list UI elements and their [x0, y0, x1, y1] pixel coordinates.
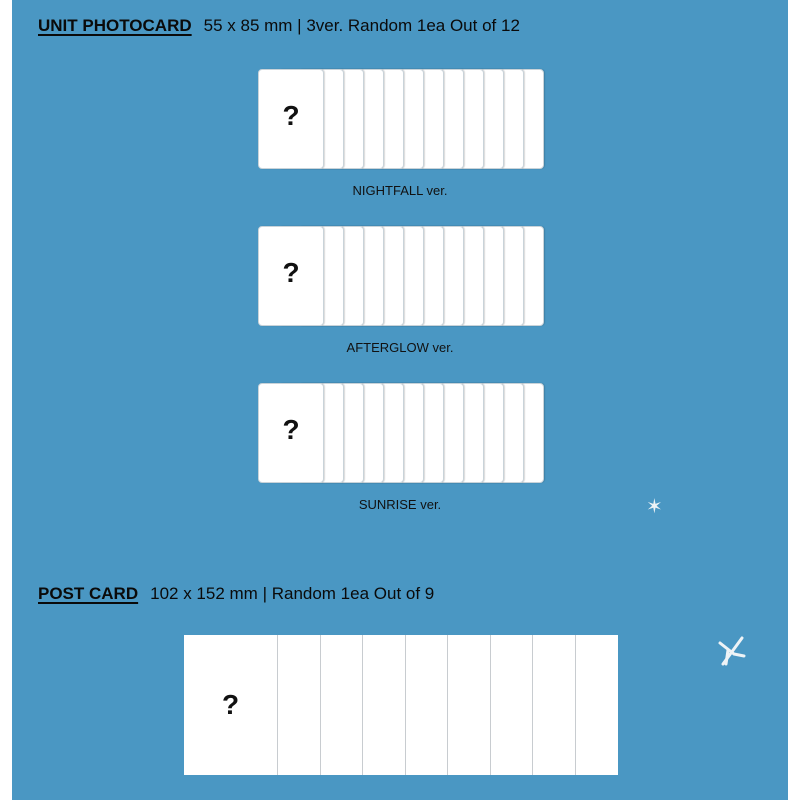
mystery-mark: ?	[282, 414, 300, 445]
post-card-heading	[38, 584, 434, 604]
postcard	[533, 635, 576, 775]
mystery-mark: ?	[221, 689, 240, 720]
unit-photocard-spec: 55 x 85 mm | 3ver. Random 1ea Out of 12	[203, 16, 520, 35]
postcard	[491, 635, 534, 775]
product-info-panel	[12, 0, 788, 800]
photocard-version-caption: NIGHTFALL ver.	[352, 183, 448, 198]
postcard	[278, 635, 321, 775]
photocard-front	[258, 226, 324, 326]
photocard-stack	[258, 383, 544, 485]
photocard-version-caption: SUNRISE ver.	[358, 497, 442, 512]
postcard-row	[184, 635, 618, 775]
unit-photocard-label: UNIT PHOTOCARD	[38, 16, 192, 35]
photocard-version-group	[12, 383, 788, 523]
postcard	[363, 635, 406, 775]
photocard-version-group	[12, 69, 788, 209]
photocard-front	[258, 383, 324, 483]
postcard	[321, 635, 364, 775]
burst-star-icon	[714, 634, 748, 668]
photocard-front	[258, 69, 324, 169]
postcard	[448, 635, 491, 775]
post-card-label: POST CARD	[38, 584, 139, 603]
postcard	[406, 635, 449, 775]
photocard-stack	[258, 226, 544, 328]
photocard-version-caption: AFTERGLOW ver.	[346, 340, 454, 355]
postcard	[576, 635, 619, 775]
photocard-version-group	[12, 226, 788, 366]
mystery-mark: ?	[282, 100, 300, 131]
postcard-front	[184, 635, 278, 775]
photocard-stack	[258, 69, 544, 171]
post-card-spec: 102 x 152 mm | Random 1ea Out of 9	[150, 584, 435, 603]
unit-photocard-heading	[38, 16, 520, 36]
sparkle-star-icon: ✶	[646, 496, 663, 518]
mystery-mark: ?	[282, 257, 300, 288]
